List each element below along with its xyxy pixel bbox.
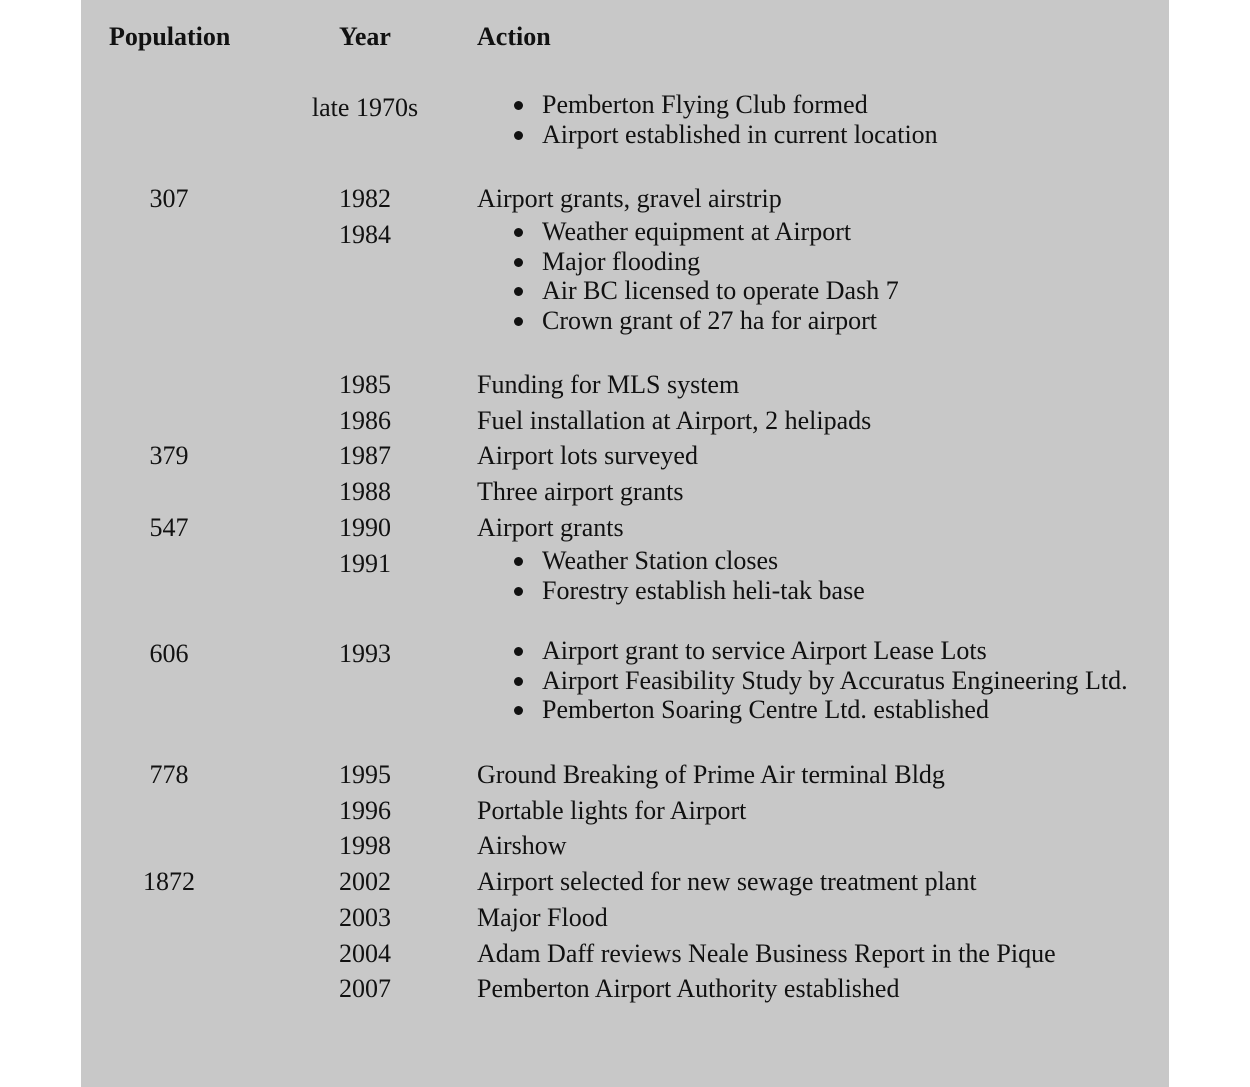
population-cell: 778 <box>149 760 189 789</box>
population-cell: 547 <box>149 513 189 542</box>
action-cell: Portable lights for Airport <box>477 796 747 825</box>
action-cell <box>477 90 1157 149</box>
action-bullet-item: Crown grant of 27 ha for airport <box>542 306 1157 336</box>
year-cell: 1996 <box>339 796 391 825</box>
content-panel <box>81 0 1169 1087</box>
year-cell: 1985 <box>339 370 391 399</box>
year-cell: 2004 <box>339 939 391 968</box>
year-cell: 1998 <box>339 831 391 860</box>
header-population: Population <box>109 22 231 51</box>
action-cell: Three airport grants <box>477 477 684 506</box>
action-cell <box>477 636 1157 725</box>
action-cell: Fuel installation at Airport, 2 helipads <box>477 406 872 435</box>
year-cell: 2007 <box>339 974 391 1003</box>
year-cell: 1991 <box>339 549 391 578</box>
year-cell: 2002 <box>339 867 391 896</box>
header-year: Year <box>339 22 391 51</box>
action-cell: Airport grants <box>477 513 624 542</box>
action-bullet-list <box>477 636 1157 725</box>
action-cell: Airport grants, gravel airstrip <box>477 184 782 213</box>
year-cell: 1984 <box>339 220 391 249</box>
year-cell: 1987 <box>339 441 391 470</box>
year-cell: 1990 <box>339 513 391 542</box>
population-cell: 379 <box>149 441 189 470</box>
action-bullet-item: Forestry establish heli-tak base <box>542 576 1157 606</box>
action-bullet-list <box>477 546 1157 605</box>
year-cell: 1993 <box>339 639 391 668</box>
action-cell: Major Flood <box>477 903 608 932</box>
year-cell: 1986 <box>339 406 391 435</box>
action-bullet-item: Pemberton Flying Club formed <box>542 90 1157 120</box>
action-bullet-item: Airport Feasibility Study by Accuratus Engineering Ltd. <box>542 666 1157 696</box>
header-action: Action <box>477 22 551 51</box>
action-cell: Airport selected for new sewage treatment plant <box>477 867 977 896</box>
population-cell: 307 <box>149 184 189 213</box>
action-cell: Ground Breaking of Prime Air terminal Bldg <box>477 760 945 789</box>
action-bullet-list <box>477 217 1157 335</box>
action-bullet-item: Pemberton Soaring Centre Ltd. established <box>542 695 1157 725</box>
action-bullet-item: Major flooding <box>542 247 1157 277</box>
year-cell: late 1970s <box>311 93 419 122</box>
action-cell: Airport lots surveyed <box>477 441 698 470</box>
action-cell: Pemberton Airport Authority established <box>477 974 900 1003</box>
action-bullet-item: Weather equipment at Airport <box>542 217 1157 247</box>
action-bullet-item: Airport grant to service Airport Lease Lots <box>542 636 1157 666</box>
action-cell <box>477 217 1157 335</box>
action-bullet-list <box>477 90 1157 149</box>
year-cell: 1995 <box>339 760 391 789</box>
action-bullet-item: Weather Station closes <box>542 546 1157 576</box>
action-cell <box>477 546 1157 605</box>
action-bullet-item: Airport established in current location <box>542 120 1157 150</box>
action-cell: Adam Daff reviews Neale Business Report in the Pique <box>477 939 1056 968</box>
action-cell: Funding for MLS system <box>477 370 740 399</box>
year-cell: 2003 <box>339 903 391 932</box>
year-cell: 1982 <box>339 184 391 213</box>
action-bullet-item: Air BC licensed to operate Dash 7 <box>542 276 1157 306</box>
population-cell: 606 <box>149 639 189 668</box>
action-cell: Airshow <box>477 831 567 860</box>
year-cell: 1988 <box>339 477 391 506</box>
population-cell: 1872 <box>143 867 195 896</box>
